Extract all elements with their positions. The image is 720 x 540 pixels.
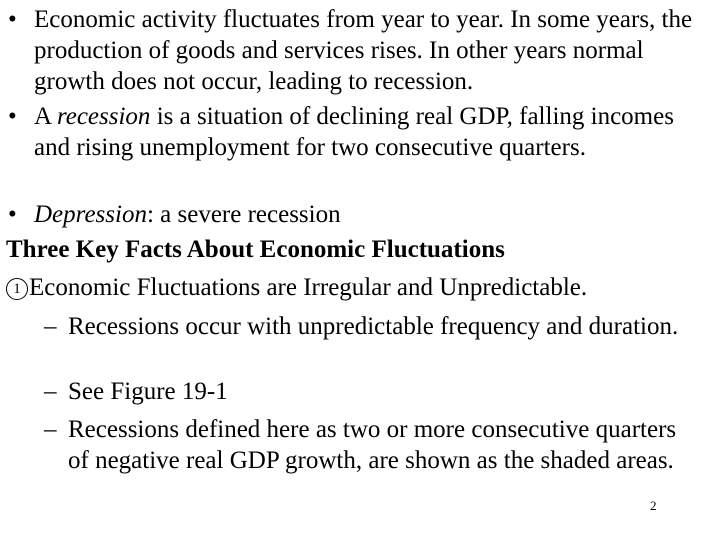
bullet-depression-definition <box>34 199 704 230</box>
sub-point-frequency: Recessions occur with unpredictable frequency and duration. <box>68 313 679 340</box>
page-number: 2 <box>650 498 657 513</box>
bullet-marker: • <box>8 201 17 228</box>
sub-point-shaded-areas: Recessions defined here as two or more consecutive quarters of negative real GDP growth, are shown as the shaded areas. <box>68 416 677 474</box>
bullet-recession-definition <box>34 101 704 163</box>
fact-one <box>6 272 587 303</box>
bullet-economic-activity: Economic activity fluctuates from year to year. In some years, the production of goods and services rises. In other years normal growth does not occur, leading to recession. <box>34 6 693 95</box>
dash-marker: – <box>44 416 57 443</box>
recession-text: is a situation of declining real GDP, falling incomes and rising unemployment for two consecutive quarters. <box>34 103 674 161</box>
fact-one-text: Economic Fluctuations are Irregular and Unpredictable. <box>29 274 588 301</box>
dash-marker: – <box>44 378 57 405</box>
dash-marker: – <box>44 313 57 340</box>
depression-text: : a severe recession <box>146 201 341 228</box>
circled-number-icon: 1 <box>6 278 28 300</box>
recession-term: recession <box>56 103 151 130</box>
section-heading: Three Key Facts About Economic Fluctuations <box>6 236 505 263</box>
sub-point-figure-ref: See Figure 19-1 <box>68 378 228 405</box>
bullet-marker: • <box>8 103 17 130</box>
recession-prefix: A <box>34 103 57 130</box>
bullet-marker: • <box>8 6 17 33</box>
depression-term: Depression <box>34 201 147 228</box>
